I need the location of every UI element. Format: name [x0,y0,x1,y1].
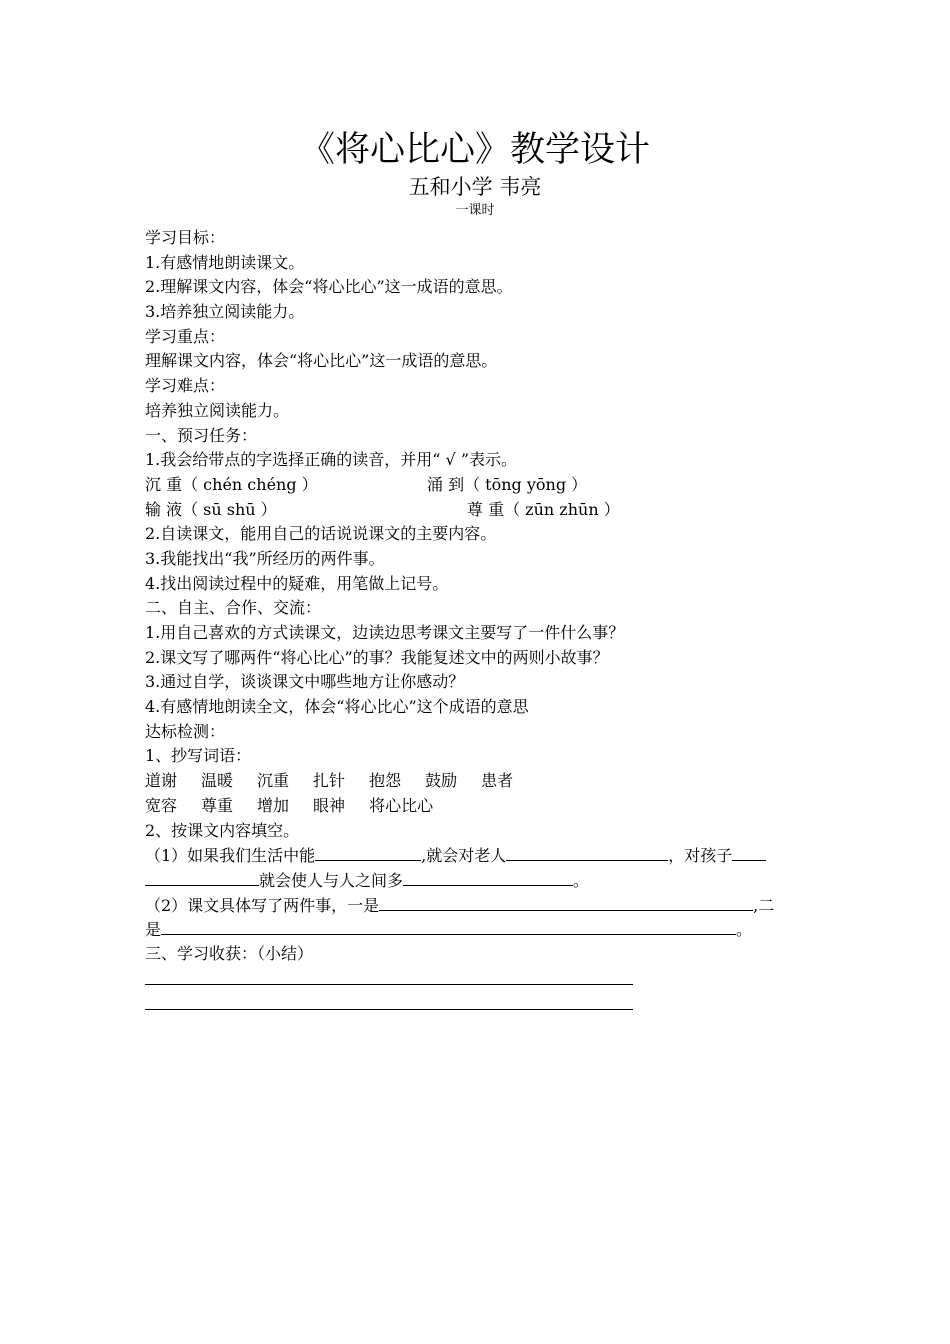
cooperate-item: 1.用自己喜欢的方式读课文，边读边思考课文主要写了一件什么事？ [145,623,625,642]
word-row [145,769,810,794]
document-title: 《将心比心》教学设计 [299,130,650,170]
answer-blank[interactable] [379,893,753,911]
pinyin-choice: 沉 重（ chén chéng ） [145,474,318,494]
summary-answer-line[interactable] [145,967,810,992]
answer-blank[interactable] [315,843,421,861]
question-text: ,二 [753,895,775,915]
fill-blank-heading: 2、按课文内容填空。 [145,820,300,840]
objectives-heading: 学习目标： [145,228,226,247]
word-row [145,794,810,819]
difficulty-text: 培养独立阅读能力。 [145,400,290,420]
question-text: （2）课文具体写了两件事，一是 [145,895,380,915]
objective-item: 2.理解课文内容，体会“将心比心”这一成语的意思。 [145,277,513,297]
pinyin-choice: 涌 到（ tōng yōng ） [427,474,588,494]
pinyin-choice: 输 液（ sū shū ） [145,499,277,519]
pinyin-choice: 尊 重（ zūn zhūn ） [467,499,620,519]
word: 扎针 [313,771,346,791]
answer-blank[interactable] [161,917,736,935]
key-point-heading: 学习重点： [145,326,226,346]
word: 尊重 [201,795,234,815]
question-text: （1）如果我们生活中能 [145,846,316,866]
cooperate-heading: 二、自主、合作、交流： [145,598,322,618]
fill-question-2-cont [145,917,810,942]
preview-task: 4.找出阅读过程中的疑难，用笔做上记号。 [145,573,449,593]
summary-heading: 三、学习收获：（小结） [145,943,314,963]
question-text: 是 [145,920,162,940]
question-text: ,就会对老人 [421,846,507,866]
objective-item: 1.有感情地朗读课文。 [145,252,305,272]
cooperate-item: 2.课文写了哪两件“将心比心”的事？我能复述文中的两则小故事？ [145,647,609,667]
word: 温暖 [201,771,234,791]
cooperate-item: 3.通过自学，谈谈课文中哪些地方让你感动？ [145,672,465,692]
author-line: 五和小学 韦亮 [408,175,542,199]
cooperate-item: 4.有感情地朗读全文，体会“将心比心”这个成语的意思 [145,697,529,717]
objective-item: 3.培养独立阅读能力。 [145,302,305,322]
fill-question-2 [145,893,810,918]
word: 沉重 [257,771,290,791]
word: 道谢 [145,771,178,791]
word: 鼓励 [425,771,458,791]
answer-blank[interactable] [732,843,766,861]
question-text: 就会使人与人之间多 [259,870,404,890]
test-heading: 达标检测： [145,721,226,741]
question-text: ，对孩子 [668,846,733,866]
preview-task: 2.自读课文，能用自己的话说说课文的主要内容。 [145,524,497,544]
question-text: 。 [573,870,590,890]
pinyin-row [145,473,810,498]
preview-task-1: 1.我会给带点的字选择正确的读音，并用“ √ ”表示。 [145,450,517,470]
question-text: 。 [736,920,753,940]
pinyin-row [145,498,810,523]
summary-answer-line[interactable] [145,991,810,1016]
preview-heading: 一、预习任务： [145,425,258,445]
preview-task: 3.我能找出“我”所经历的两件事。 [145,548,385,568]
word: 眼神 [313,795,346,815]
answer-blank[interactable] [506,843,668,861]
word: 将心比心 [369,795,434,815]
difficulty-heading: 学习难点： [145,376,226,396]
fill-question-1-cont [145,868,810,893]
word: 宽容 [145,795,178,815]
word: 抱怨 [369,771,402,791]
class-period: 一课时 [455,203,495,218]
answer-blank[interactable] [145,868,259,886]
answer-blank[interactable] [403,868,573,886]
key-point-text: 理解课文内容，体会“将心比心”这一成语的意思。 [145,351,498,371]
word: 患者 [481,771,514,791]
fill-question-1 [145,843,810,868]
copy-words-heading: 1、抄写词语： [145,746,252,766]
document-body [145,226,810,1016]
word: 增加 [257,795,290,815]
